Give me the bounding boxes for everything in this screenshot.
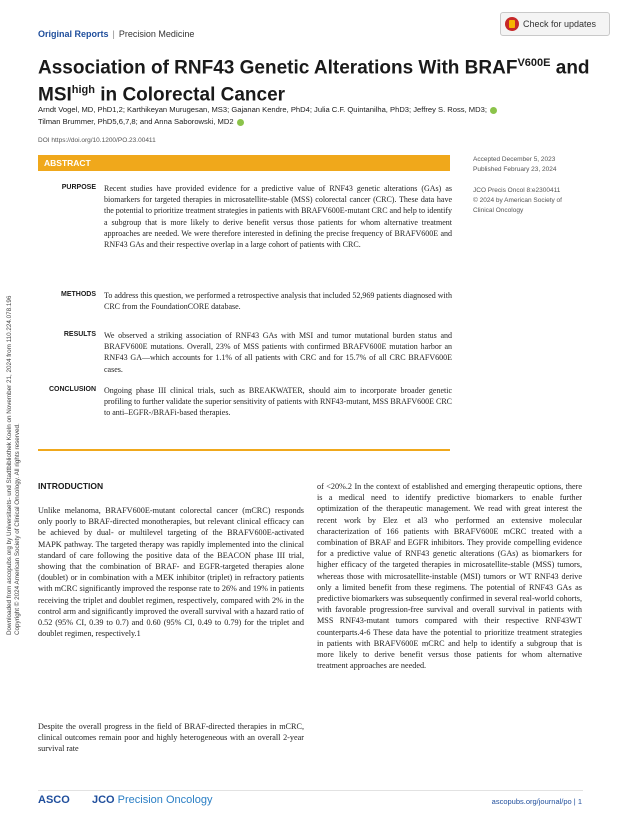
doi-link[interactable]: DOI https://doi.org/10.1200/PO.23.00411 [38, 137, 156, 144]
title-part: Association of RNF43 Genetic Alterations With BRAF [38, 57, 518, 79]
author-list [38, 104, 598, 128]
purpose-label: PURPOSE [61, 184, 96, 191]
citation-info [473, 186, 562, 216]
journal-logo[interactable] [92, 794, 212, 806]
methods-label: METHODS [61, 291, 96, 298]
download-line: Downloaded from ascopubs.org by Universitaets- und Stadtbibliothek Koeln on November 21, 2024 from 110.224.078.196 [6, 295, 13, 635]
results-text: We observed a striking association of RNF43 GAs with MSI and tumor mutational burden status and BRAFV600E mutations. Overall, 23% of MSS patients with confirmed BRAFV600E mutation harbor an RNF43 GA—which accounts for 1.1% of all patients with CRC and for 15.7% of all CRC BRAFV600E cases. [104, 331, 452, 374]
abstract-divider [38, 449, 450, 451]
journal-prefix: JCO [92, 794, 115, 806]
download-notice [6, 296, 22, 635]
article-title [38, 52, 598, 107]
author-line: Tilman Brummer, PhD5,6,7,8; and Anna Saborowski, MD2 [38, 117, 234, 126]
check-updates-label: Check for updates [523, 19, 597, 29]
conclusion-text: Ongoing phase III clinical trials, such as BREAKWATER, should aim to incorporate broader genetic profiling to further validate the superior sensitivity of patients with RNF43-mutant, MSS BRAFV600E CRC to anti–EGFR-/BRAFi-based therapies. [104, 386, 452, 418]
asco-logo[interactable]: ASCO [38, 794, 70, 806]
article-type[interactable]: Original Reports [38, 29, 109, 39]
abstract-heading: ABSTRACT [44, 158, 91, 168]
title-superscript: V600E [517, 57, 551, 69]
citation: JCO Precis Oncol 8:e2300411 [473, 187, 561, 194]
title-part: and MSI [38, 57, 590, 106]
page-info[interactable]: ascopubs.org/journal/po | 1 [491, 797, 582, 806]
footer-divider [38, 790, 583, 791]
orcid-icon[interactable] [490, 107, 497, 114]
title-part: in Colorectal Cancer [95, 84, 286, 106]
results-label: RESULTS [63, 331, 96, 338]
abstract-banner [38, 155, 450, 171]
purpose-text: Recent studies have provided evidence for a predictive value of RNF43 genetic alterations (GAs) as biomarkers for targeted therapies in microsatellite-stable (MSS) colorectal cancer (CRC). These data have the potential to prioritize treatment strategies in patients with BRAFV600E-mutant CRC and help to identify a subgroup that is more likely to derive benefit versus those patients for whom alternative treatment approaches are needed. We were therefore interested in defining the precise frequency of BRAFV600E and RNF43 GAs and their respective overlap in a large cohort of patients with CRC. [104, 184, 452, 250]
conclusion-label: CONCLUSION [48, 386, 96, 393]
category-separator: | [112, 29, 115, 39]
title-superscript: high [71, 84, 95, 97]
article-section[interactable]: Precision Medicine [118, 29, 195, 39]
section-heading: INTRODUCTION [38, 481, 104, 491]
body-paragraph: Unlike melanoma, BRAFV600E-mutant colorectal cancer (mCRC) responds only poorly to BRAF-directed monotherapies, but relevant clinical efficacy can be achieved by dual- or multilevel targeting of the BRAFV600E-activated MAPK pathway. The targeted therapy was rapidly implemented into the clinical standard of care following the positive data of the BEACON phase III trial, showing that the combination of BRAF- and EGFR-targeted therapies alone (doublet) or in combination with a MEK inhibitor (triplet) in refractory patients with mCRC significantly improved the response rate to 26% and 19% in patients receiving the triplet and doublet regimen, respectively, compared with 2% in the control arm and significantly improved the overall survival with a hazard ratio of 0.52 (95% CI, 0.39 to 0.7) and 0.60 (95% CI, 0.49 to 0.79) for the triplet and doublet regimen, respectively.1 [38, 506, 304, 639]
copyright-notice: Copyright © 2024 American Society of Clinical Oncology. All rights reserved. [14, 423, 21, 635]
crossmark-icon [505, 17, 519, 31]
article-category [38, 29, 194, 39]
orcid-icon[interactable] [237, 119, 244, 126]
check-updates-button[interactable] [500, 12, 610, 36]
accepted-date: Accepted December 5, 2023 [473, 156, 556, 163]
author-line: Arndt Vogel, MD, PhD1,2; Karthikeyan Murugesan, MS3; Gajanan Kendre, PhD4; Julia C.F. Quintanilha, PhD3; Jeffrey S. Ross, MD3; [38, 105, 487, 114]
publication-dates [473, 155, 556, 175]
body-paragraph: Despite the overall progress in the field of BRAF-directed therapies in mCRC, clinical outcomes remain poor and highly heterogeneous with an overall 2-year survival rate [38, 722, 304, 754]
published-date: Published February 23, 2024 [473, 166, 557, 173]
copyright-line: Clinical Oncology [473, 207, 524, 214]
methods-text: To address this question, we performed a retrospective analysis that included 52,969 patients diagnosed with CRC from the FoundationCORE database. [104, 291, 452, 312]
journal-name: Precision Oncology [114, 794, 213, 806]
copyright-line: © 2024 by American Society of [473, 197, 562, 204]
body-paragraph: of <20%.2 In the context of established and emerging therapeutic options, there is a medical need to identify predictive biomarkers to enable further optimization of the therapeutic management. We read with great interest the recent work by Elez et al3 who performed an extensive molecular characterization of 166 patients with BRAFV600E mCRC treated with a combination of BRAF and EGFR inhibitors. They provide compelling evidence for a predictive value of RNF43 genetic alterations (GAs) as biomarkers for higher efficacy of the targeted therapies in microsatellite-stable (MSS) tumors, whereas those with microsatellite-instable (MSI) tumors or WT RNF43 derive only a limited benefit from these regimens. The potential of RNF43 GAs as predictive biomarkers was subsequently confirmed in several real-world cohorts, with favorable progression-free survival and overall survival in patients with MSS RNF43-mutant tumors compared with their respective RNF43WT counterparts.4-6 These data have the potential to prioritize treatment strategies in patients with BRAFV600E mCRC and help to identify a subgroup that is more likely to derive benefit versus those patients for whom alternative treatment approaches are needed. [317, 482, 582, 671]
